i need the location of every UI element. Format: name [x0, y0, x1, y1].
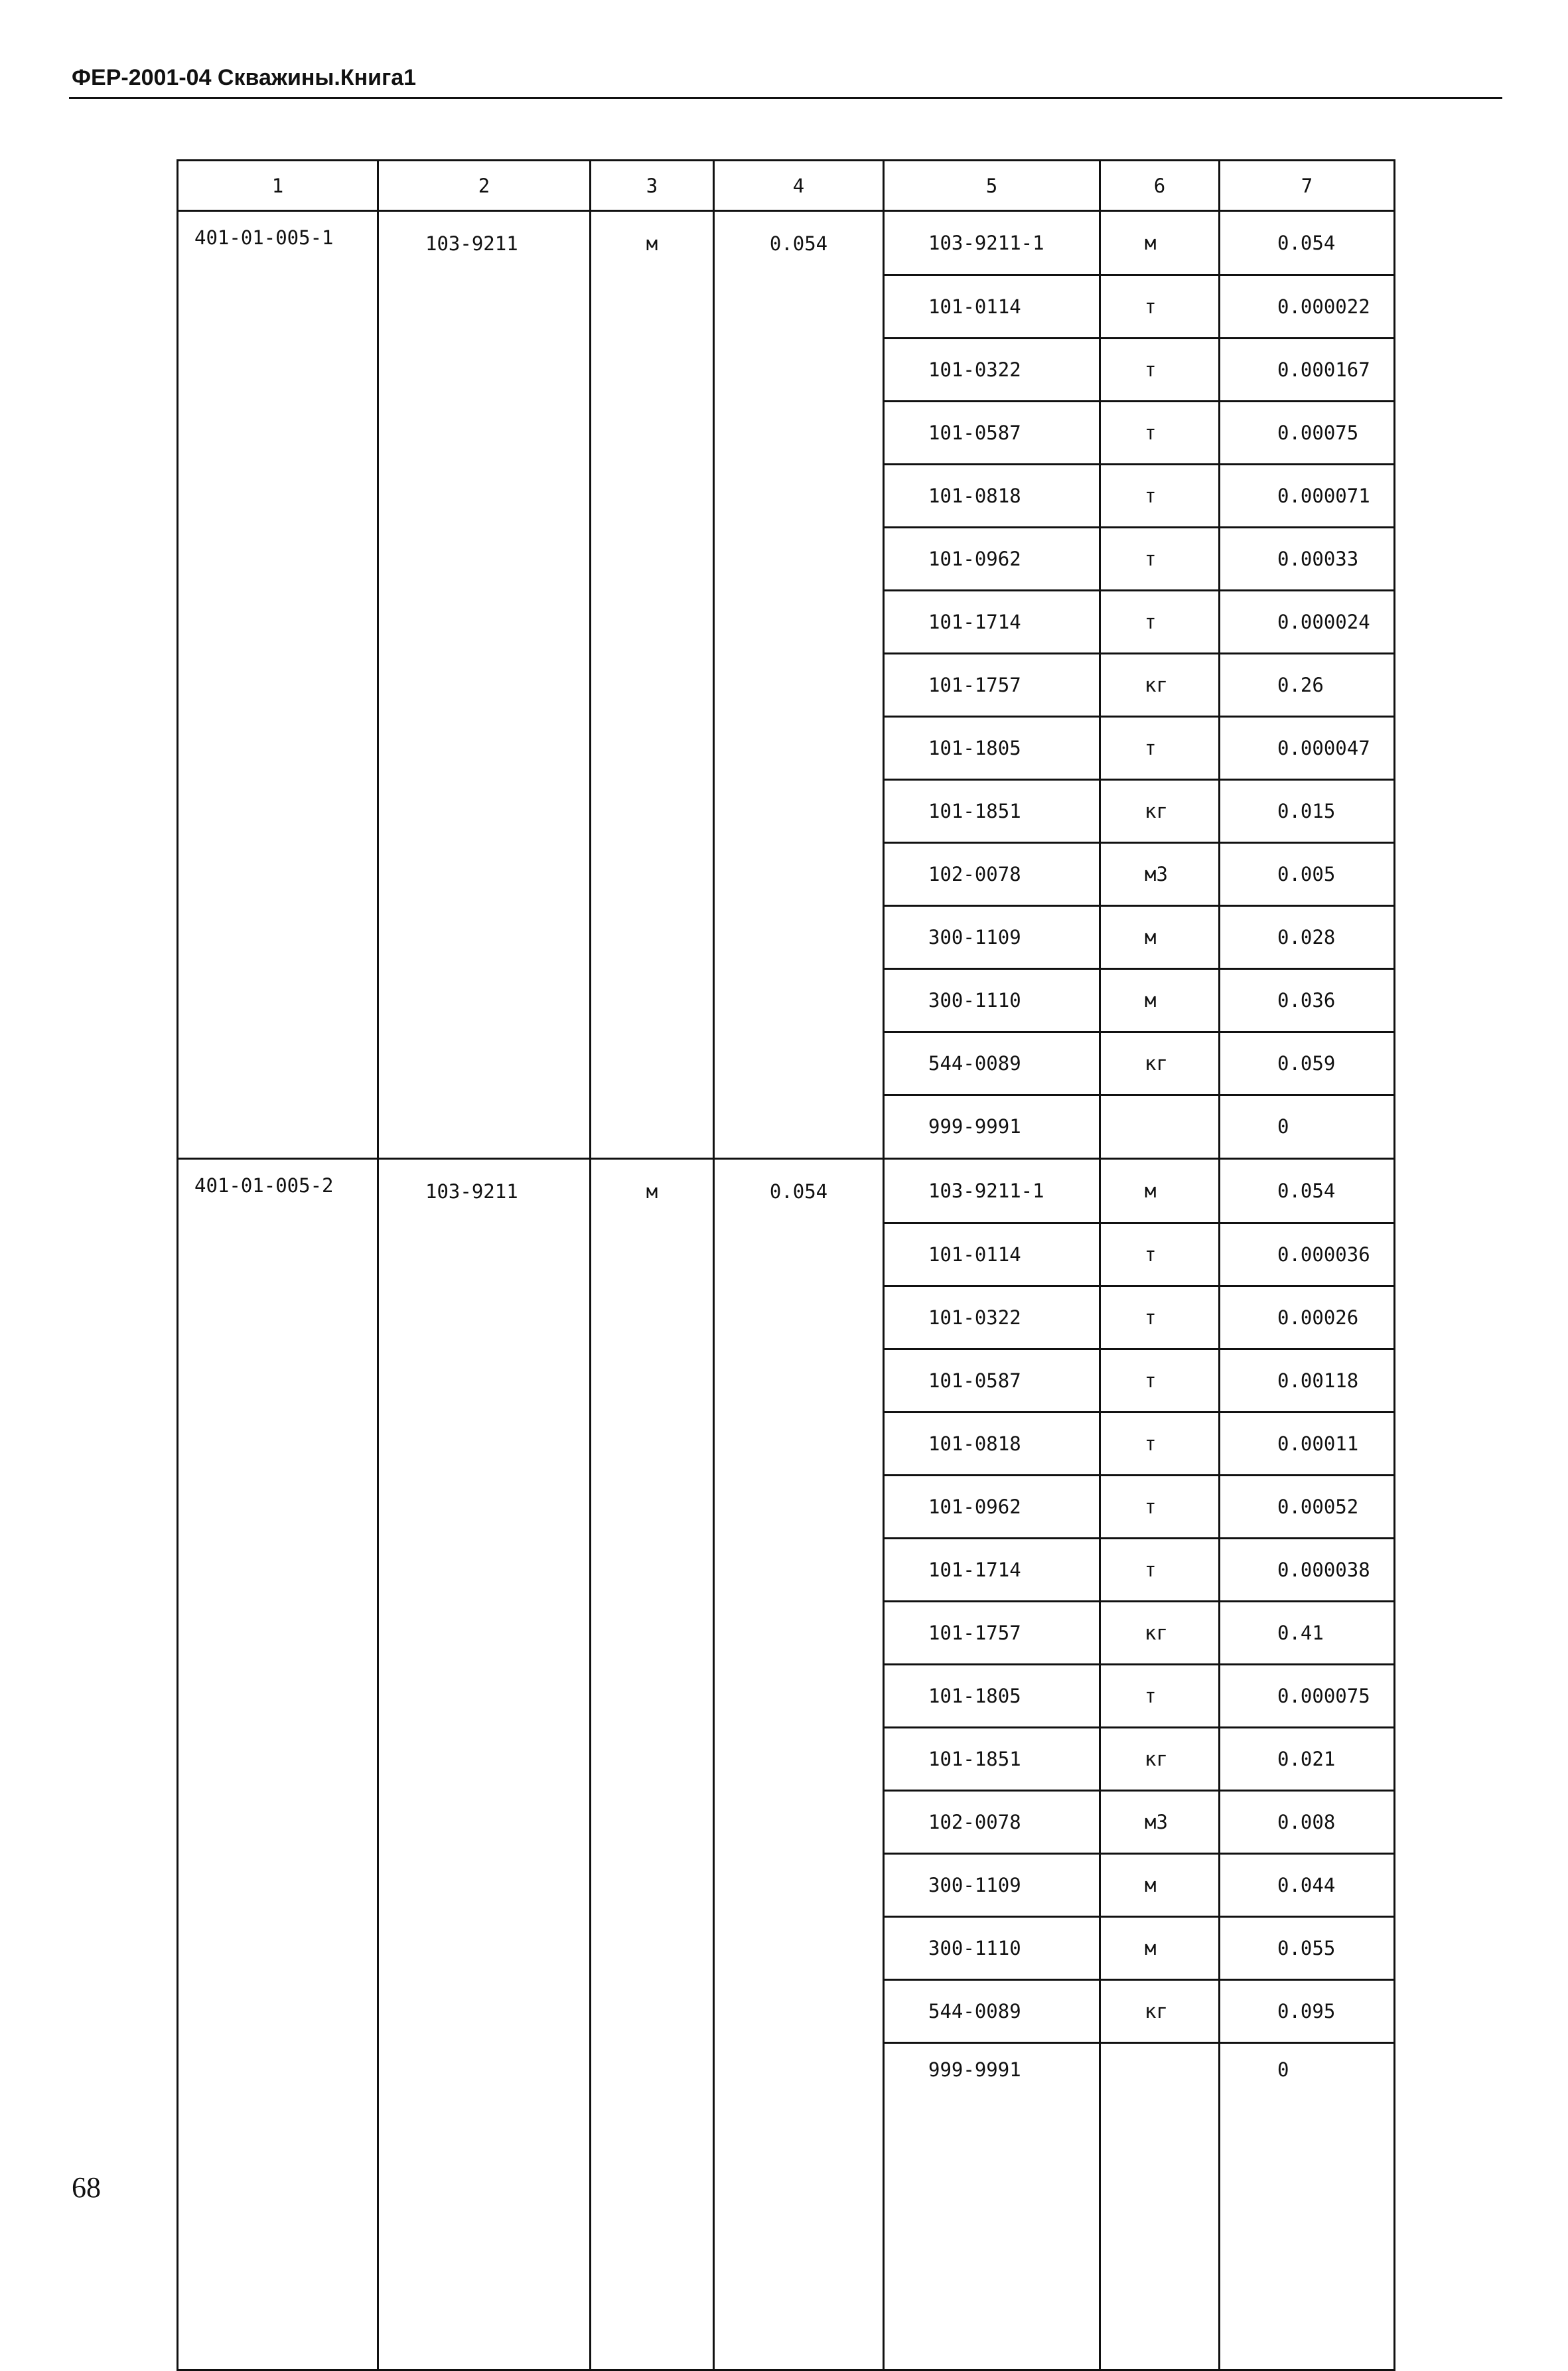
table-row: [178, 1979, 1395, 2042]
material-code-cell: 101-1805: [884, 1664, 1100, 1727]
resource-code-cell: [378, 401, 591, 464]
norm-code-cell: [178, 1475, 378, 1538]
table-row: [178, 842, 1395, 905]
resource-code-cell: [378, 1664, 591, 1727]
resource-code-cell: [378, 1095, 591, 1159]
material-code-cell: 544-0089: [884, 1032, 1100, 1095]
resource-code-cell: [378, 1538, 591, 1601]
material-value-cell: 0: [1220, 1095, 1395, 1159]
norm-code-cell: [178, 905, 378, 968]
unit-cell: [591, 842, 714, 905]
quantity-cell: [714, 1916, 884, 1979]
material-value-cell: 0.005: [1220, 842, 1395, 905]
material-code-cell: 300-1109: [884, 1853, 1100, 1916]
column-header: 7: [1220, 161, 1395, 211]
material-unit-cell: м: [1100, 1159, 1220, 1223]
material-unit-cell: т: [1100, 1412, 1220, 1475]
material-value-cell: 0.015: [1220, 779, 1395, 842]
material-unit-cell: [1100, 2042, 1220, 2370]
material-value-cell: 0: [1220, 2042, 1395, 2370]
table-row: [178, 1095, 1395, 1159]
norm-code-cell: [178, 1223, 378, 1286]
unit-cell: [591, 590, 714, 653]
material-value-cell: 0.054: [1220, 1159, 1395, 1223]
norm-code-cell: 401-01-005-1: [178, 211, 378, 275]
quantity-cell: [714, 1727, 884, 1790]
quantity-cell: [714, 1223, 884, 1286]
table-row: [178, 527, 1395, 590]
table-row: [178, 1916, 1395, 1979]
resource-code-cell: [378, 1727, 591, 1790]
material-value-cell: 0.036: [1220, 968, 1395, 1032]
material-value-cell: 0.000047: [1220, 716, 1395, 779]
norm-code-cell: [178, 464, 378, 527]
quantity-cell: [714, 1475, 884, 1538]
material-unit-cell: т: [1100, 527, 1220, 590]
material-unit-cell: м: [1100, 905, 1220, 968]
column-header: 5: [884, 161, 1100, 211]
table-row: [178, 1159, 1395, 1223]
material-unit-cell: т: [1100, 1349, 1220, 1412]
resource-code-cell: [378, 527, 591, 590]
material-unit-cell: м: [1100, 1916, 1220, 1979]
header-divider: [69, 97, 1502, 99]
norm-code-cell: [178, 1538, 378, 1601]
quantity-cell: [714, 1538, 884, 1601]
unit-cell: [591, 2042, 714, 2370]
unit-cell: [591, 1916, 714, 1979]
material-unit-cell: т: [1100, 716, 1220, 779]
table-row: [178, 211, 1395, 275]
table-row: [178, 1853, 1395, 1916]
material-unit-cell: т: [1100, 1286, 1220, 1349]
resource-code-cell: [378, 779, 591, 842]
material-unit-cell: т: [1100, 401, 1220, 464]
norm-code-cell: [178, 1349, 378, 1412]
quantity-cell: 0.054: [714, 211, 884, 275]
material-code-cell: 101-0114: [884, 275, 1100, 338]
unit-cell: [591, 1223, 714, 1286]
quantity-cell: [714, 401, 884, 464]
unit-cell: [591, 464, 714, 527]
resource-code-cell: [378, 1286, 591, 1349]
material-value-cell: 0.059: [1220, 1032, 1395, 1095]
norm-code-cell: [178, 527, 378, 590]
quantity-cell: [714, 1349, 884, 1412]
quantity-cell: [714, 716, 884, 779]
resource-code-cell: [378, 1916, 591, 1979]
page-number: 68: [72, 2171, 101, 2204]
material-code-cell: 102-0078: [884, 1790, 1100, 1853]
column-header: 3: [591, 161, 714, 211]
norm-code-cell: [178, 401, 378, 464]
material-code-cell: 101-1805: [884, 716, 1100, 779]
unit-cell: [591, 1853, 714, 1916]
resource-code-cell: [378, 1412, 591, 1475]
quantity-cell: [714, 338, 884, 401]
unit-cell: [591, 779, 714, 842]
resource-code-cell: [378, 653, 591, 716]
quantity-cell: [714, 779, 884, 842]
table-row: [178, 1032, 1395, 1095]
resource-code-cell: [378, 842, 591, 905]
material-value-cell: 0.00011: [1220, 1412, 1395, 1475]
material-unit-cell: м: [1100, 968, 1220, 1032]
column-header: 4: [714, 161, 884, 211]
quantity-cell: [714, 1032, 884, 1095]
table-row: [178, 1349, 1395, 1412]
unit-cell: [591, 653, 714, 716]
material-code-cell: 101-0114: [884, 1223, 1100, 1286]
material-value-cell: 0.000022: [1220, 275, 1395, 338]
material-value-cell: 0.055: [1220, 1916, 1395, 1979]
material-unit-cell: кг: [1100, 1727, 1220, 1790]
resource-code-cell: [378, 275, 591, 338]
table-row: [178, 1223, 1395, 1286]
quantity-cell: [714, 1979, 884, 2042]
norm-code-cell: [178, 968, 378, 1032]
material-unit-cell: м3: [1100, 842, 1220, 905]
table-row: [178, 905, 1395, 968]
table-row: [178, 1286, 1395, 1349]
table-row: [178, 968, 1395, 1032]
material-code-cell: 544-0089: [884, 1979, 1100, 2042]
material-value-cell: 0.00033: [1220, 527, 1395, 590]
quantity-cell: [714, 464, 884, 527]
unit-cell: [591, 1349, 714, 1412]
unit-cell: м: [591, 211, 714, 275]
norm-code-cell: [178, 1853, 378, 1916]
unit-cell: [591, 1601, 714, 1664]
material-value-cell: 0.028: [1220, 905, 1395, 968]
material-value-cell: 0.41: [1220, 1601, 1395, 1664]
material-unit-cell: кг: [1100, 1601, 1220, 1664]
unit-cell: [591, 905, 714, 968]
material-code-cell: 300-1110: [884, 968, 1100, 1032]
table-row: [178, 1664, 1395, 1727]
quantity-cell: [714, 1853, 884, 1916]
resource-code-cell: [378, 2042, 591, 2370]
unit-cell: [591, 1286, 714, 1349]
table-body: [178, 211, 1395, 2370]
norm-code-cell: [178, 1286, 378, 1349]
table-row: [178, 275, 1395, 338]
material-unit-cell: м: [1100, 1853, 1220, 1916]
material-value-cell: 0.00118: [1220, 1349, 1395, 1412]
material-code-cell: 999-9991: [884, 2042, 1100, 2370]
material-code-cell: 101-0587: [884, 401, 1100, 464]
resource-code-cell: [378, 968, 591, 1032]
table-row: [178, 779, 1395, 842]
norm-code-cell: [178, 1790, 378, 1853]
material-code-cell: 103-9211-1: [884, 211, 1100, 275]
quantity-cell: [714, 1790, 884, 1853]
unit-cell: м: [591, 1159, 714, 1223]
material-code-cell: 300-1110: [884, 1916, 1100, 1979]
resource-code-cell: [378, 338, 591, 401]
resource-code-cell: [378, 1601, 591, 1664]
quantity-cell: [714, 653, 884, 716]
resource-code-cell: [378, 1223, 591, 1286]
quantity-cell: [714, 1095, 884, 1159]
quantity-cell: [714, 1286, 884, 1349]
norm-code-cell: [178, 1412, 378, 1475]
norm-code-cell: [178, 779, 378, 842]
norm-code-cell: [178, 1916, 378, 1979]
quantity-cell: [714, 842, 884, 905]
resource-code-cell: [378, 590, 591, 653]
quantity-cell: 0.054: [714, 1159, 884, 1223]
material-code-cell: 101-1851: [884, 1727, 1100, 1790]
norm-code-cell: [178, 653, 378, 716]
unit-cell: [591, 1664, 714, 1727]
material-code-cell: 101-0587: [884, 1349, 1100, 1412]
resource-code-cell: [378, 1032, 591, 1095]
document-title: ФЕР-2001-04 Скважины.Книга1: [72, 65, 417, 90]
resource-table: [177, 159, 1395, 2371]
header-row: [178, 161, 1395, 211]
material-code-cell: 101-1851: [884, 779, 1100, 842]
material-value-cell: 0.00052: [1220, 1475, 1395, 1538]
material-unit-cell: кг: [1100, 653, 1220, 716]
resource-code-cell: [378, 905, 591, 968]
norm-code-cell: [178, 338, 378, 401]
material-code-cell: 101-1757: [884, 1601, 1100, 1664]
table-row: [178, 1475, 1395, 1538]
material-unit-cell: [1100, 1095, 1220, 1159]
column-header: 2: [378, 161, 591, 211]
material-value-cell: 0.000024: [1220, 590, 1395, 653]
table-row: [178, 464, 1395, 527]
material-value-cell: 0.000167: [1220, 338, 1395, 401]
material-code-cell: 101-1757: [884, 653, 1100, 716]
unit-cell: [591, 1475, 714, 1538]
material-code-cell: 101-0322: [884, 338, 1100, 401]
material-code-cell: 101-0962: [884, 1475, 1100, 1538]
norm-code-cell: [178, 716, 378, 779]
material-code-cell: 101-1714: [884, 590, 1100, 653]
norm-code-cell: [178, 275, 378, 338]
norm-code-cell: [178, 590, 378, 653]
material-value-cell: 0.021: [1220, 1727, 1395, 1790]
norm-code-cell: [178, 1095, 378, 1159]
norm-code-cell: [178, 1032, 378, 1095]
material-code-cell: 101-0818: [884, 464, 1100, 527]
unit-cell: [591, 275, 714, 338]
material-unit-cell: т: [1100, 464, 1220, 527]
norm-code-cell: [178, 1664, 378, 1727]
quantity-cell: [714, 905, 884, 968]
material-unit-cell: т: [1100, 338, 1220, 401]
material-value-cell: 0.000038: [1220, 1538, 1395, 1601]
material-code-cell: 102-0078: [884, 842, 1100, 905]
resource-code-cell: [378, 1475, 591, 1538]
resource-code-cell: [378, 716, 591, 779]
table-row: [178, 338, 1395, 401]
quantity-cell: [714, 1601, 884, 1664]
unit-cell: [591, 716, 714, 779]
material-value-cell: 0.00075: [1220, 401, 1395, 464]
norm-code-cell: [178, 1727, 378, 1790]
unit-cell: [591, 338, 714, 401]
unit-cell: [591, 401, 714, 464]
material-unit-cell: м: [1100, 211, 1220, 275]
material-value-cell: 0.008: [1220, 1790, 1395, 1853]
unit-cell: [591, 1538, 714, 1601]
quantity-cell: [714, 275, 884, 338]
material-unit-cell: т: [1100, 1475, 1220, 1538]
unit-cell: [591, 968, 714, 1032]
resource-code-cell: 103-9211: [378, 211, 591, 275]
table-row: [178, 1790, 1395, 1853]
table-row: [178, 653, 1395, 716]
material-code-cell: 101-0818: [884, 1412, 1100, 1475]
resource-code-cell: [378, 464, 591, 527]
material-code-cell: 999-9991: [884, 1095, 1100, 1159]
table-row: [178, 2042, 1395, 2370]
column-header: 1: [178, 161, 378, 211]
table-row: [178, 401, 1395, 464]
table-row: [178, 716, 1395, 779]
resource-code-cell: [378, 1853, 591, 1916]
table-row: [178, 590, 1395, 653]
material-unit-cell: кг: [1100, 1979, 1220, 2042]
resource-code-cell: [378, 1979, 591, 2042]
material-unit-cell: кг: [1100, 1032, 1220, 1095]
material-code-cell: 103-9211-1: [884, 1159, 1100, 1223]
quantity-cell: [714, 2042, 884, 2370]
quantity-cell: [714, 1412, 884, 1475]
unit-cell: [591, 1790, 714, 1853]
material-unit-cell: т: [1100, 1538, 1220, 1601]
quantity-cell: [714, 527, 884, 590]
material-value-cell: 0.26: [1220, 653, 1395, 716]
material-code-cell: 101-1714: [884, 1538, 1100, 1601]
material-unit-cell: т: [1100, 1664, 1220, 1727]
norm-code-cell: [178, 1979, 378, 2042]
resource-code-cell: [378, 1790, 591, 1853]
unit-cell: [591, 1727, 714, 1790]
material-value-cell: 0.000036: [1220, 1223, 1395, 1286]
material-code-cell: 101-0962: [884, 527, 1100, 590]
quantity-cell: [714, 968, 884, 1032]
norm-code-cell: [178, 2042, 378, 2370]
material-value-cell: 0.00026: [1220, 1286, 1395, 1349]
unit-cell: [591, 527, 714, 590]
unit-cell: [591, 1412, 714, 1475]
unit-cell: [591, 1979, 714, 2042]
material-unit-cell: т: [1100, 275, 1220, 338]
material-value-cell: 0.054: [1220, 211, 1395, 275]
material-value-cell: 0.095: [1220, 1979, 1395, 2042]
table-row: [178, 1538, 1395, 1601]
resource-code-cell: 103-9211: [378, 1159, 591, 1223]
quantity-cell: [714, 1664, 884, 1727]
table-row: [178, 1412, 1395, 1475]
material-unit-cell: кг: [1100, 779, 1220, 842]
resource-code-cell: [378, 1349, 591, 1412]
material-unit-cell: т: [1100, 1223, 1220, 1286]
material-value-cell: 0.000075: [1220, 1664, 1395, 1727]
material-code-cell: 300-1109: [884, 905, 1100, 968]
table-row: [178, 1727, 1395, 1790]
material-unit-cell: м3: [1100, 1790, 1220, 1853]
unit-cell: [591, 1095, 714, 1159]
material-value-cell: 0.000071: [1220, 464, 1395, 527]
norm-code-cell: 401-01-005-2: [178, 1159, 378, 1223]
norm-code-cell: [178, 842, 378, 905]
norm-code-cell: [178, 1601, 378, 1664]
table-row: [178, 1601, 1395, 1664]
material-unit-cell: т: [1100, 590, 1220, 653]
column-header: 6: [1100, 161, 1220, 211]
quantity-cell: [714, 590, 884, 653]
unit-cell: [591, 1032, 714, 1095]
material-code-cell: 101-0322: [884, 1286, 1100, 1349]
material-value-cell: 0.044: [1220, 1853, 1395, 1916]
